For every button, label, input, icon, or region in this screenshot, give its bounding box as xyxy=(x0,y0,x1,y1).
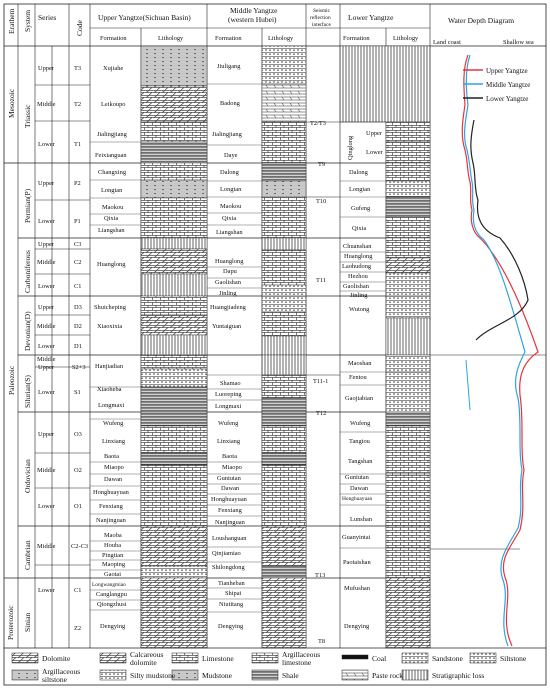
seismic-label: T8 xyxy=(318,638,326,645)
legend-calcareous-dolomite: dolomite xyxy=(130,658,157,667)
series-label: Middle xyxy=(37,543,56,550)
series-label: Upper xyxy=(38,65,54,72)
header-seismic-2: reflection xyxy=(310,15,331,21)
middle-formation: Luoreping xyxy=(215,391,242,398)
lower-formation: Wutong xyxy=(349,306,370,313)
upper-formation: Xujiahe xyxy=(103,65,124,72)
system-silurian: Silurian(S) xyxy=(23,375,32,408)
header-system: System xyxy=(23,9,32,32)
middle-formation: Shamao xyxy=(220,380,241,387)
legend-silty-mudstone: Silty mudstone xyxy=(130,671,176,680)
legend-siltstone: Siltstone xyxy=(500,654,527,663)
upper-formation: Houba xyxy=(104,542,122,549)
system-sinian: Sinian xyxy=(23,612,32,632)
middle-formation: Dengying xyxy=(218,623,244,630)
upper-formation: Canglangpu xyxy=(96,591,127,598)
upper-formation: Pingtian xyxy=(102,552,124,559)
legend-mudstone: Mudstone xyxy=(202,671,232,680)
upper-formation: Xiaoheba xyxy=(97,386,122,393)
legend-sandstone: Sandstone xyxy=(432,654,463,663)
upper-formation: Leikoupo xyxy=(101,101,126,108)
lower-formation: Maoshan xyxy=(348,360,372,367)
lower-formation: Longtan xyxy=(349,186,371,193)
middle-formation: Dapu xyxy=(223,268,237,275)
lower-formation: Wufeng xyxy=(350,420,371,427)
code-label: C1 xyxy=(74,587,82,594)
header-formation-middle: Formation xyxy=(215,35,242,42)
lower-formation: Dengying xyxy=(344,623,370,630)
lower-formation: Honghuayuan xyxy=(342,496,373,502)
lower-formation: Gufeng xyxy=(351,205,371,212)
water-depth-diagram xyxy=(430,55,546,646)
middle-formation: Gaolishan xyxy=(215,279,241,286)
header-water-depth: Water Depth Diagram xyxy=(448,16,515,25)
system-triassic: Triassic xyxy=(23,104,32,128)
header-seismic-1: Seismic xyxy=(313,8,331,14)
code-label: T2 xyxy=(74,101,82,108)
middle-formation: Loushanguan xyxy=(212,535,247,542)
seismic-label: T13 xyxy=(315,572,326,579)
upper-formation: Longwangmiao xyxy=(92,582,126,588)
series-label: Lower xyxy=(38,283,55,290)
header-lithology-lower: Lithology xyxy=(393,35,419,42)
series-label: Upper xyxy=(38,241,54,248)
series-label: Lower xyxy=(38,218,55,225)
series-label: Upper xyxy=(38,431,54,438)
legend-lower-yangtze: Lower Yangtze xyxy=(486,95,529,103)
middle-formation: Niutitang xyxy=(219,601,244,608)
upper-formation: Huanglong xyxy=(97,261,126,268)
middle-formation: Daye xyxy=(224,152,238,159)
legend-shale: Shale xyxy=(282,671,299,680)
lower-formation: Qixia xyxy=(352,225,367,232)
lower-formation: Hezhou xyxy=(348,273,368,280)
lower-formation: Fentou xyxy=(349,374,367,381)
upper-formation: Liangshan xyxy=(98,227,125,234)
middle-formation: Baota xyxy=(222,453,237,460)
middle-formation: Liangshan xyxy=(216,229,243,236)
middle-formation: Jiuligang xyxy=(217,63,241,70)
middle-formation: Jialingjiang xyxy=(212,131,242,138)
legend-upper-yangtze: Upper Yangtze xyxy=(486,67,528,75)
series-label: Upper xyxy=(38,304,54,311)
middle-formation: Wufeng xyxy=(218,420,239,427)
lower-formation: Tangtou xyxy=(349,438,370,445)
upper-formation: Dengying xyxy=(100,623,126,630)
lower-formation: Tangshan xyxy=(348,458,373,465)
system-ordovician: Ordovician xyxy=(23,459,32,493)
lower-formation: Qinglong xyxy=(347,135,354,160)
middle-formation: Linxiang xyxy=(217,438,241,445)
code-label: P1 xyxy=(74,218,81,225)
header-lithology-upper: Lithology xyxy=(158,35,184,42)
upper-formation: Dawan xyxy=(104,476,123,483)
header-seismic-3: interface xyxy=(312,22,331,28)
code-label: D1 xyxy=(74,343,82,350)
lower-formation: Upper xyxy=(366,130,382,137)
series-label: Middle xyxy=(37,259,56,266)
middle-formation: Dalong xyxy=(220,169,239,176)
middle-formation: Huanglong xyxy=(215,258,244,265)
lower-formation: Chuanshan xyxy=(343,243,372,250)
legend-calcareous: Calcareous xyxy=(130,650,164,659)
code-label: O3 xyxy=(74,431,82,438)
upper-formation: Jialingjiang xyxy=(97,131,127,138)
upper-formation: Qixia xyxy=(104,215,119,222)
series-line-upper xyxy=(462,55,538,646)
middle-formation: Maokou xyxy=(220,203,242,210)
middle-formation: Huangjiadeng xyxy=(210,304,246,311)
series-label: Middle xyxy=(37,356,56,363)
lower-formation: Gaolishan xyxy=(343,283,369,290)
series-label: Lower xyxy=(38,587,55,594)
legend-stratigraphic-loss: Stratigraphic loss xyxy=(432,671,485,680)
series-legend xyxy=(463,67,530,103)
erathem-paleozoic: Paleozoic xyxy=(7,365,16,395)
code-label: C1 xyxy=(74,283,82,290)
header-lithology-middle: Lithology xyxy=(268,35,294,42)
upper-formation: Linxiang xyxy=(102,438,126,445)
header-code: Code xyxy=(75,20,84,36)
upper-formation: Honghuayuan xyxy=(93,489,129,496)
upper-formation: Feixianguan xyxy=(95,152,127,159)
code-label: D2 xyxy=(74,323,82,330)
header-lower-yangtze: Lower Yangtze xyxy=(348,13,394,22)
middle-formation: Shilongdong xyxy=(212,564,245,571)
middle-formation: Longmaxi xyxy=(215,403,242,410)
upper-formation: Fenxiang xyxy=(99,503,123,510)
upper-formation: Hanjiadian xyxy=(95,363,124,370)
header-middle-yangtze-2: (western Hubei) xyxy=(228,15,277,24)
middle-formation: Dawan xyxy=(221,485,240,492)
legend-limestone: Limestone xyxy=(202,654,234,663)
series-label: Lower xyxy=(38,343,55,350)
lithology-legend xyxy=(12,653,496,680)
legend-dolomite: Dolomite xyxy=(42,654,71,663)
upper-formation: Maoping xyxy=(102,561,126,568)
lower-formation: Gaojiabian xyxy=(345,395,374,402)
code-label: T1 xyxy=(74,141,82,148)
seismic-label: T11 xyxy=(316,277,327,284)
middle-formation: Qixia xyxy=(222,215,237,222)
header-formation-upper: Formation xyxy=(100,35,127,42)
lower-formation: Mufushan xyxy=(344,585,370,592)
seismic-label: T11-1 xyxy=(313,378,329,385)
middle-lithology-column xyxy=(262,46,306,648)
code-label: P2 xyxy=(74,180,81,187)
series-label: Middle xyxy=(37,101,56,108)
middle-formation: Miaopo xyxy=(222,464,242,471)
seismic-label: T10 xyxy=(316,198,327,205)
lower-formation: Paotaishan xyxy=(343,559,371,566)
code-label: S1 xyxy=(74,389,81,396)
lower-formation: Jinling xyxy=(350,292,368,299)
series-line-lower xyxy=(471,120,528,340)
legend-siltstone-2: siltstone xyxy=(42,675,68,684)
seismic-label: T2/T3 xyxy=(310,120,326,127)
upper-lithology-column xyxy=(141,46,207,648)
erathem-proterozoic: Proterozoic xyxy=(6,605,15,640)
middle-formation: Honghuayuan xyxy=(211,496,247,503)
upper-formation: Longtan xyxy=(101,187,123,194)
system-permian: Permian(P) xyxy=(23,188,32,223)
erathem-mesozoic: Mesozoic xyxy=(7,88,16,118)
seismic-label: T9 xyxy=(318,161,326,168)
middle-formation: Tianheban xyxy=(218,580,245,587)
header-formation-lower: Formation xyxy=(343,35,370,42)
legend-argillaceous-2: Argillaceous xyxy=(42,667,81,676)
lower-formation: Lunshan xyxy=(350,516,373,523)
upper-formation: Gaotai xyxy=(104,571,122,578)
lower-formation: Huanglong xyxy=(344,253,373,260)
seismic-label: T12 xyxy=(316,410,327,417)
code-label: T3 xyxy=(74,65,82,72)
upper-formation: Xiaoxixia xyxy=(97,323,123,330)
code-label: O2 xyxy=(74,467,82,474)
system-carboniferous: Carboniferous xyxy=(23,250,32,293)
series-line-middle xyxy=(465,55,525,646)
series-label: Middle xyxy=(37,323,56,330)
upper-formation: Shuicheping xyxy=(94,304,126,311)
upper-formation: Longmaxi xyxy=(98,402,125,409)
series-label: Middle xyxy=(37,467,56,474)
upper-formation: Wufeng xyxy=(103,420,124,427)
upper-formation: Changxing xyxy=(98,169,127,176)
series-label: Lower xyxy=(38,389,55,396)
legend-middle-yangtze: Middle Yangtze xyxy=(486,81,531,89)
middle-formation: Badong xyxy=(220,100,240,107)
code-label: D3 xyxy=(74,304,82,311)
header-series: Series xyxy=(38,13,57,22)
code-label: C2 xyxy=(74,259,82,266)
middle-formation: Nanjinguan xyxy=(215,519,245,526)
series-label: Upper xyxy=(38,364,54,371)
code-label: S2+3 xyxy=(72,364,86,371)
middle-formation: Longtan xyxy=(220,186,242,193)
header-middle-yangtze-1: Middle Yangtze xyxy=(230,6,278,15)
middle-formation: Fenxiang xyxy=(218,507,242,514)
header-shallow-sea: Shallow sea xyxy=(503,39,534,46)
series-label: Upper xyxy=(38,180,54,187)
middle-formation: Shipai xyxy=(225,590,242,597)
legend-argillaceous-limestone: limestone xyxy=(282,658,312,667)
legend-coal: Coal xyxy=(372,654,387,663)
lower-formation: Guanyintai xyxy=(342,534,371,541)
header-erathem: Erathem xyxy=(7,8,16,34)
middle-formation: Guniutan xyxy=(217,475,241,482)
header-land-coast: Land coast xyxy=(433,39,461,46)
middle-formation: Qinjiamiao xyxy=(212,550,241,557)
lower-formation: Dalong xyxy=(349,169,368,176)
code-label: O1 xyxy=(74,503,82,510)
upper-formation: Baota xyxy=(104,453,119,460)
series-label: Lower xyxy=(38,503,55,510)
middle-formation: Jinling xyxy=(219,290,237,297)
upper-formation: Maoba xyxy=(104,532,122,539)
lower-formation: Guniutan xyxy=(345,474,369,481)
lower-formation: Lower xyxy=(366,149,383,156)
header-upper-yangtze: Upper Yangtze(Sichuan Basin) xyxy=(98,13,191,22)
code-label: C2-C3 xyxy=(71,543,89,550)
upper-formation: Qiongzhusi xyxy=(97,601,127,608)
middle-formation: Yuntaiguan xyxy=(212,323,242,330)
system-cambrian: Cambrian xyxy=(23,540,32,570)
lower-formation: Dawan xyxy=(350,485,369,492)
code-label: C3 xyxy=(74,241,82,248)
legend-paste-rock: Paste rock xyxy=(372,671,404,680)
legend-argillaceous: Argillaceous xyxy=(282,650,321,659)
series-label: Lower xyxy=(38,141,55,148)
system-devonian: Devonian(D) xyxy=(23,311,32,351)
code-label: Z2 xyxy=(74,625,82,632)
upper-formation: Nanjinguan xyxy=(96,517,126,524)
lower-formation: Laohudong xyxy=(342,263,372,270)
upper-formation: Miaopo xyxy=(104,464,124,471)
upper-formation: Maokou xyxy=(102,204,124,211)
